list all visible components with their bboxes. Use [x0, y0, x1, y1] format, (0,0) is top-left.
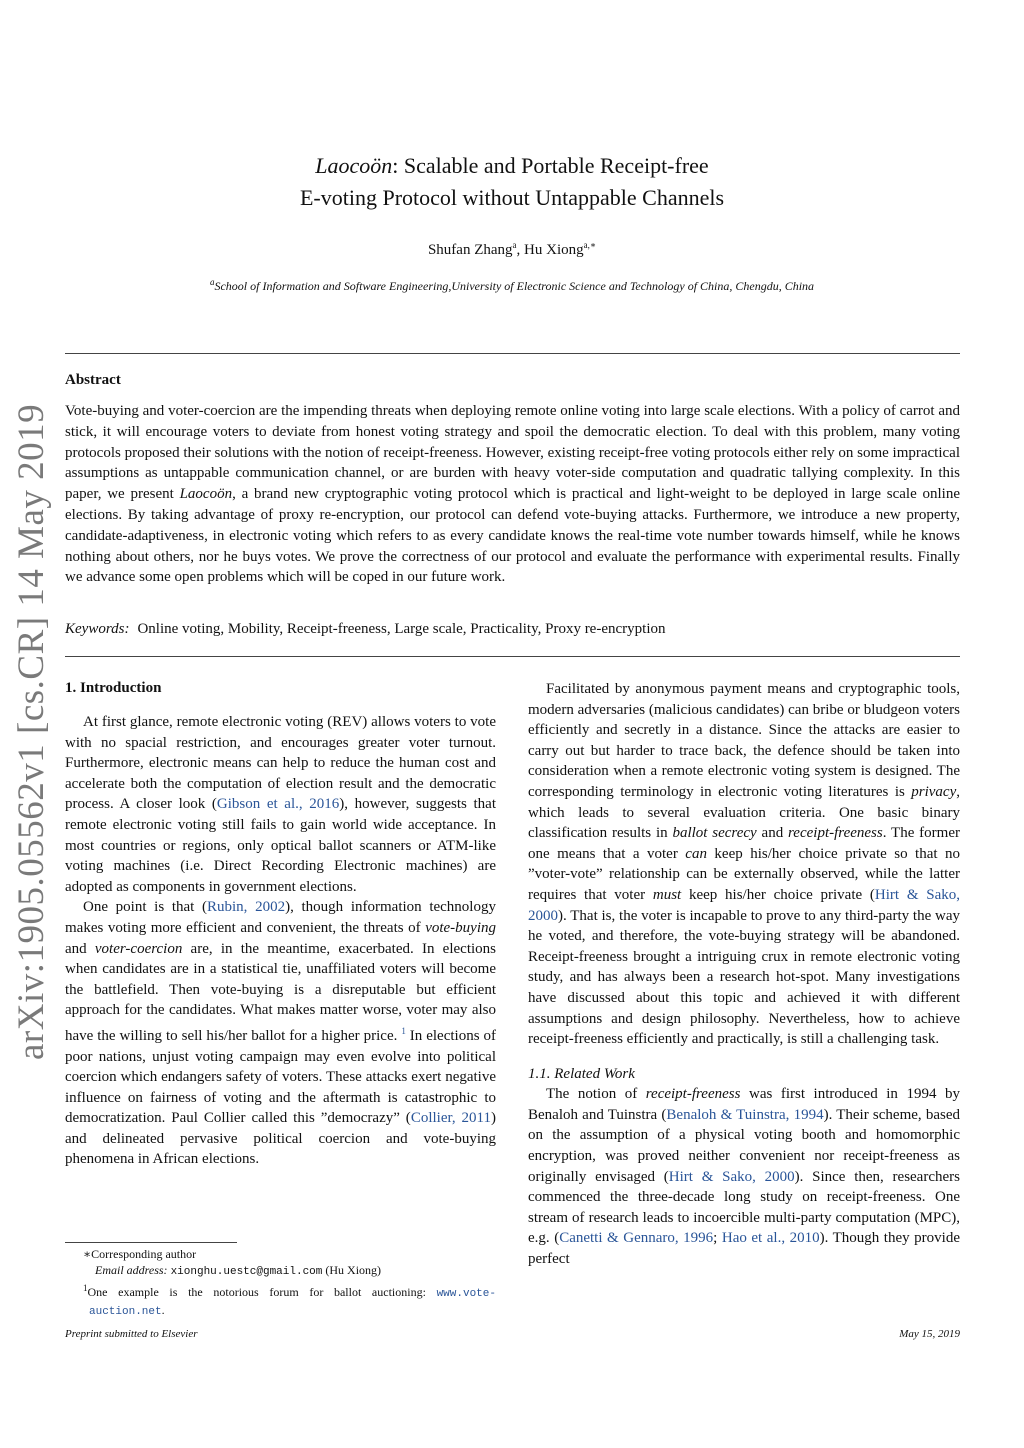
emphasis: receipt-freeness: [788, 825, 883, 842]
text-run: ). Though they provide perfect: [528, 1230, 960, 1268]
paragraph: [65, 897, 496, 1170]
text-run: was first introduced in 1994 by Benaloh and Tuinstra (: [528, 1086, 960, 1123]
emphasis: privacy: [911, 783, 957, 800]
text-run: ), however, suggests that remote electronic voting still fails to gain world wide acceptance. In most countries or regions, only optical ballot scanners or ATM-like voting machines (i.e. Direct Recording Electronic machines) are adopted as components in government elections.: [65, 796, 496, 895]
footnote-1: [65, 1280, 496, 1320]
keywords-list: Online voting, Mobility, Receipt-freeness, Large scale, Practicality, Proxy re-encryption: [137, 621, 666, 637]
text-run: ). Since then, researchers commenced the three-decade long study on receipt-freeness. One stream of research leads to incoercible multi-party computation (MPC), e.g. (: [528, 1168, 960, 1247]
abstract-protocol-name: Laocoön: [179, 486, 233, 503]
footnote-text: One example is the notorious forum for ballot auctioning:: [87, 1285, 437, 1299]
text-run: ). That is, the voter is incapable to prove to any third-party the way he voted, and therefore, the vote-buying strategy will be abandoned. Receipt-freeness brought a intriguing crux in remote electronic voting study, and has always been a research hot-spot. Many investigations have discussed about this topic and achieved it with different assumptions and design philosophy. Nevertheless, how to achieve receipt-freeness efficiently and practically, is still a challenging task.: [528, 907, 960, 1048]
affiliation-text: School of Information and Software Engineering,University of Electronic Science and Technology of China, Chengdu, China: [214, 279, 815, 293]
affiliation-mark: a: [209, 277, 215, 287]
citation-link[interactable]: Hirt & Sako, 2000: [528, 886, 961, 924]
citation-link[interactable]: Hirt & Sako, 2000: [668, 1168, 795, 1185]
abstract-body: [65, 401, 960, 588]
footer-date: May 15, 2019: [899, 1328, 960, 1340]
paragraph: [528, 679, 960, 1050]
emphasis: can: [685, 845, 707, 862]
citation-link[interactable]: Hao et al., 2010: [721, 1230, 820, 1247]
emphasis: ballot secrecy: [672, 825, 757, 842]
email-owner: (Hu Xiong): [325, 1263, 382, 1277]
text-run: , which leads to several evaluation criteria. One basic binary classification results in: [528, 783, 960, 842]
author-name: Shufan Zhang: [427, 242, 513, 258]
keywords: [65, 621, 960, 638]
affiliation: [0, 277, 1024, 294]
abstract-text: , a brand new cryptographic voting protocol which is practical and light-weight to be deployed in large scale online elections. By taking advantage of proxy re-encryption, our protocol can defend vote-buying attacks. Furthermore, we introduce a new property, candidate-adaptiveness, in electronic voting which refers to as every candidate knows the real-time vote number towards himself, while he knows nothing about others, nor he buys votes. We prove the correctness of our protocol and evaluate the performance with experimental results. Finally we advance some open problems which will be coped in our future work.: [65, 486, 960, 586]
text-run: ;: [713, 1230, 722, 1247]
text-run: One point is that (: [83, 899, 207, 916]
top-divider: [65, 353, 960, 354]
text-run: are, in the meantime, exacerbated. In elections when candidates are in a statistical tie, unaffiliated voters will become the battlefield. Then vote-buying is a disreputable but efficient approach for the candidates. What makes matter worse, voter may also have the willing to sell his/her ballot for a higher price.: [65, 940, 496, 1044]
text-run: In elections of poor nations, unjust voting campaign may even evolve into political coercion which endangers safety of voters. These attacks exert negative influence on fairness of voting and the aftermath is catastrophic to democratization. Paul Collier called this ”democrazy” (: [65, 1027, 496, 1127]
footnote-text: .: [161, 1303, 165, 1317]
citation-link[interactable]: Gibson et al., 2016: [216, 796, 340, 813]
abstract-heading: Abstract: [65, 372, 121, 388]
email-label: Email address:: [95, 1263, 168, 1277]
bottom-divider: [65, 656, 960, 657]
text-run: At first glance, remote electronic voting (REV) allows voters to vote with no spacial restriction, and encourages greater voter turnout. Furthermore, electronic means can help to reduce the human cost and accelerate both the computation of election result and the democratic process. A closer look (: [65, 714, 496, 813]
text-run: keep his/her choice private so that no ”voter-vote” relationship can be externally observed, while the latter requires that voter: [528, 845, 960, 903]
footnote-number: 1: [83, 1283, 88, 1293]
emphasis: must: [652, 886, 682, 903]
footer-preprint-note: Preprint submitted to Elsevier: [65, 1328, 198, 1340]
text-run: ) and delineated pervasive political coercion and vote-buying phenomena in African elections.: [65, 1110, 496, 1168]
footnote-corresponding: ∗Corresponding author: [83, 1247, 197, 1261]
author-name: Hu Xiong: [524, 242, 584, 258]
author-affil-mark: a,∗: [583, 240, 597, 250]
citation-link[interactable]: Collier, 2011: [410, 1110, 491, 1127]
author-separator: ,: [516, 242, 525, 258]
keywords-label: Keywords:: [65, 621, 130, 637]
text-run: Facilitated by anonymous payment means and cryptographic tools, modern adversaries (malicious candidates) can bribe or bludgeon voters efficiently and secretly in a distance. Since the attacks are easier to carry out but harder to trace back, the defence should be taken into consideration when a remote electronic voting system is designed. The corresponding terminology in electronic voting literatures is: [528, 681, 960, 800]
paragraph: [528, 1084, 960, 1269]
arxiv-side-stamp: arXiv:1905.05562v1 [cs.CR] 14 May 2019: [11, 403, 52, 1060]
author-affil-mark: a: [512, 240, 517, 250]
text-run: The notion of: [546, 1086, 646, 1103]
footnote-email: [65, 1262, 496, 1280]
title-line2: E-voting Protocol without Untappable Channels: [299, 185, 725, 210]
footnote-divider: [65, 1242, 237, 1243]
text-run: ), though information technology makes voting more efficient and convenient, the threats of: [65, 899, 496, 936]
emphasis: receipt-freeness: [645, 1086, 741, 1103]
text-run: keep his/her choice private (: [681, 886, 875, 903]
text-run: . The former one means that a voter: [528, 825, 960, 862]
text-run: and: [756, 825, 789, 842]
title-protocol-name: Laocoön: [315, 153, 393, 178]
footnote-url-link[interactable]: www.vote-auction.net: [89, 1288, 496, 1318]
right-column: [528, 679, 960, 1270]
text-run: ). Their scheme, based on the assumption of a physical voting booth and homomorphic encryption, was proved neither convenient nor receipt-freeness as originally envisaged (: [528, 1106, 960, 1185]
emphasis: vote-buying: [425, 919, 496, 936]
left-column: [65, 712, 496, 1170]
author-list: [0, 240, 1024, 259]
abstract-text: Vote-buying and voter-coercion are the impending threats when deploying remote online voting into large scale elections. With a policy of carrot and stick, it will encourage voters to deviate from honest voting strategy and spoil the democratic election. To deal with this problem, many voting protocols proposed their solutions with the notion of receipt-freeness. However, existing receipt-free voting protocols either rely on some impractical assumptions as untappable communication channel, or are burden with heavy voter-side computation and quadratic tallying complexity. In this paper, we present: [65, 403, 960, 503]
emphasis: voter-coercion: [94, 940, 183, 957]
footnotes: [65, 1246, 496, 1320]
citation-link[interactable]: Rubin, 2002: [207, 899, 286, 916]
text-run: and: [65, 940, 95, 957]
footnote-marker[interactable]: 1: [401, 1025, 406, 1036]
citation-link[interactable]: Benaloh & Tuinstra, 1994: [666, 1106, 824, 1123]
paper-title: [0, 150, 1024, 214]
paragraph: [65, 712, 496, 897]
email-address[interactable]: xionghu.uestc@gmail.com: [170, 1266, 323, 1278]
section-heading-introduction: 1. Introduction: [65, 680, 162, 696]
title-line1: : Scalable and Portable Receipt-free: [392, 153, 709, 178]
citation-link[interactable]: Canetti & Gennaro, 1996: [559, 1230, 714, 1247]
subsection-heading-related-work: 1.1. Related Work: [528, 1065, 635, 1082]
